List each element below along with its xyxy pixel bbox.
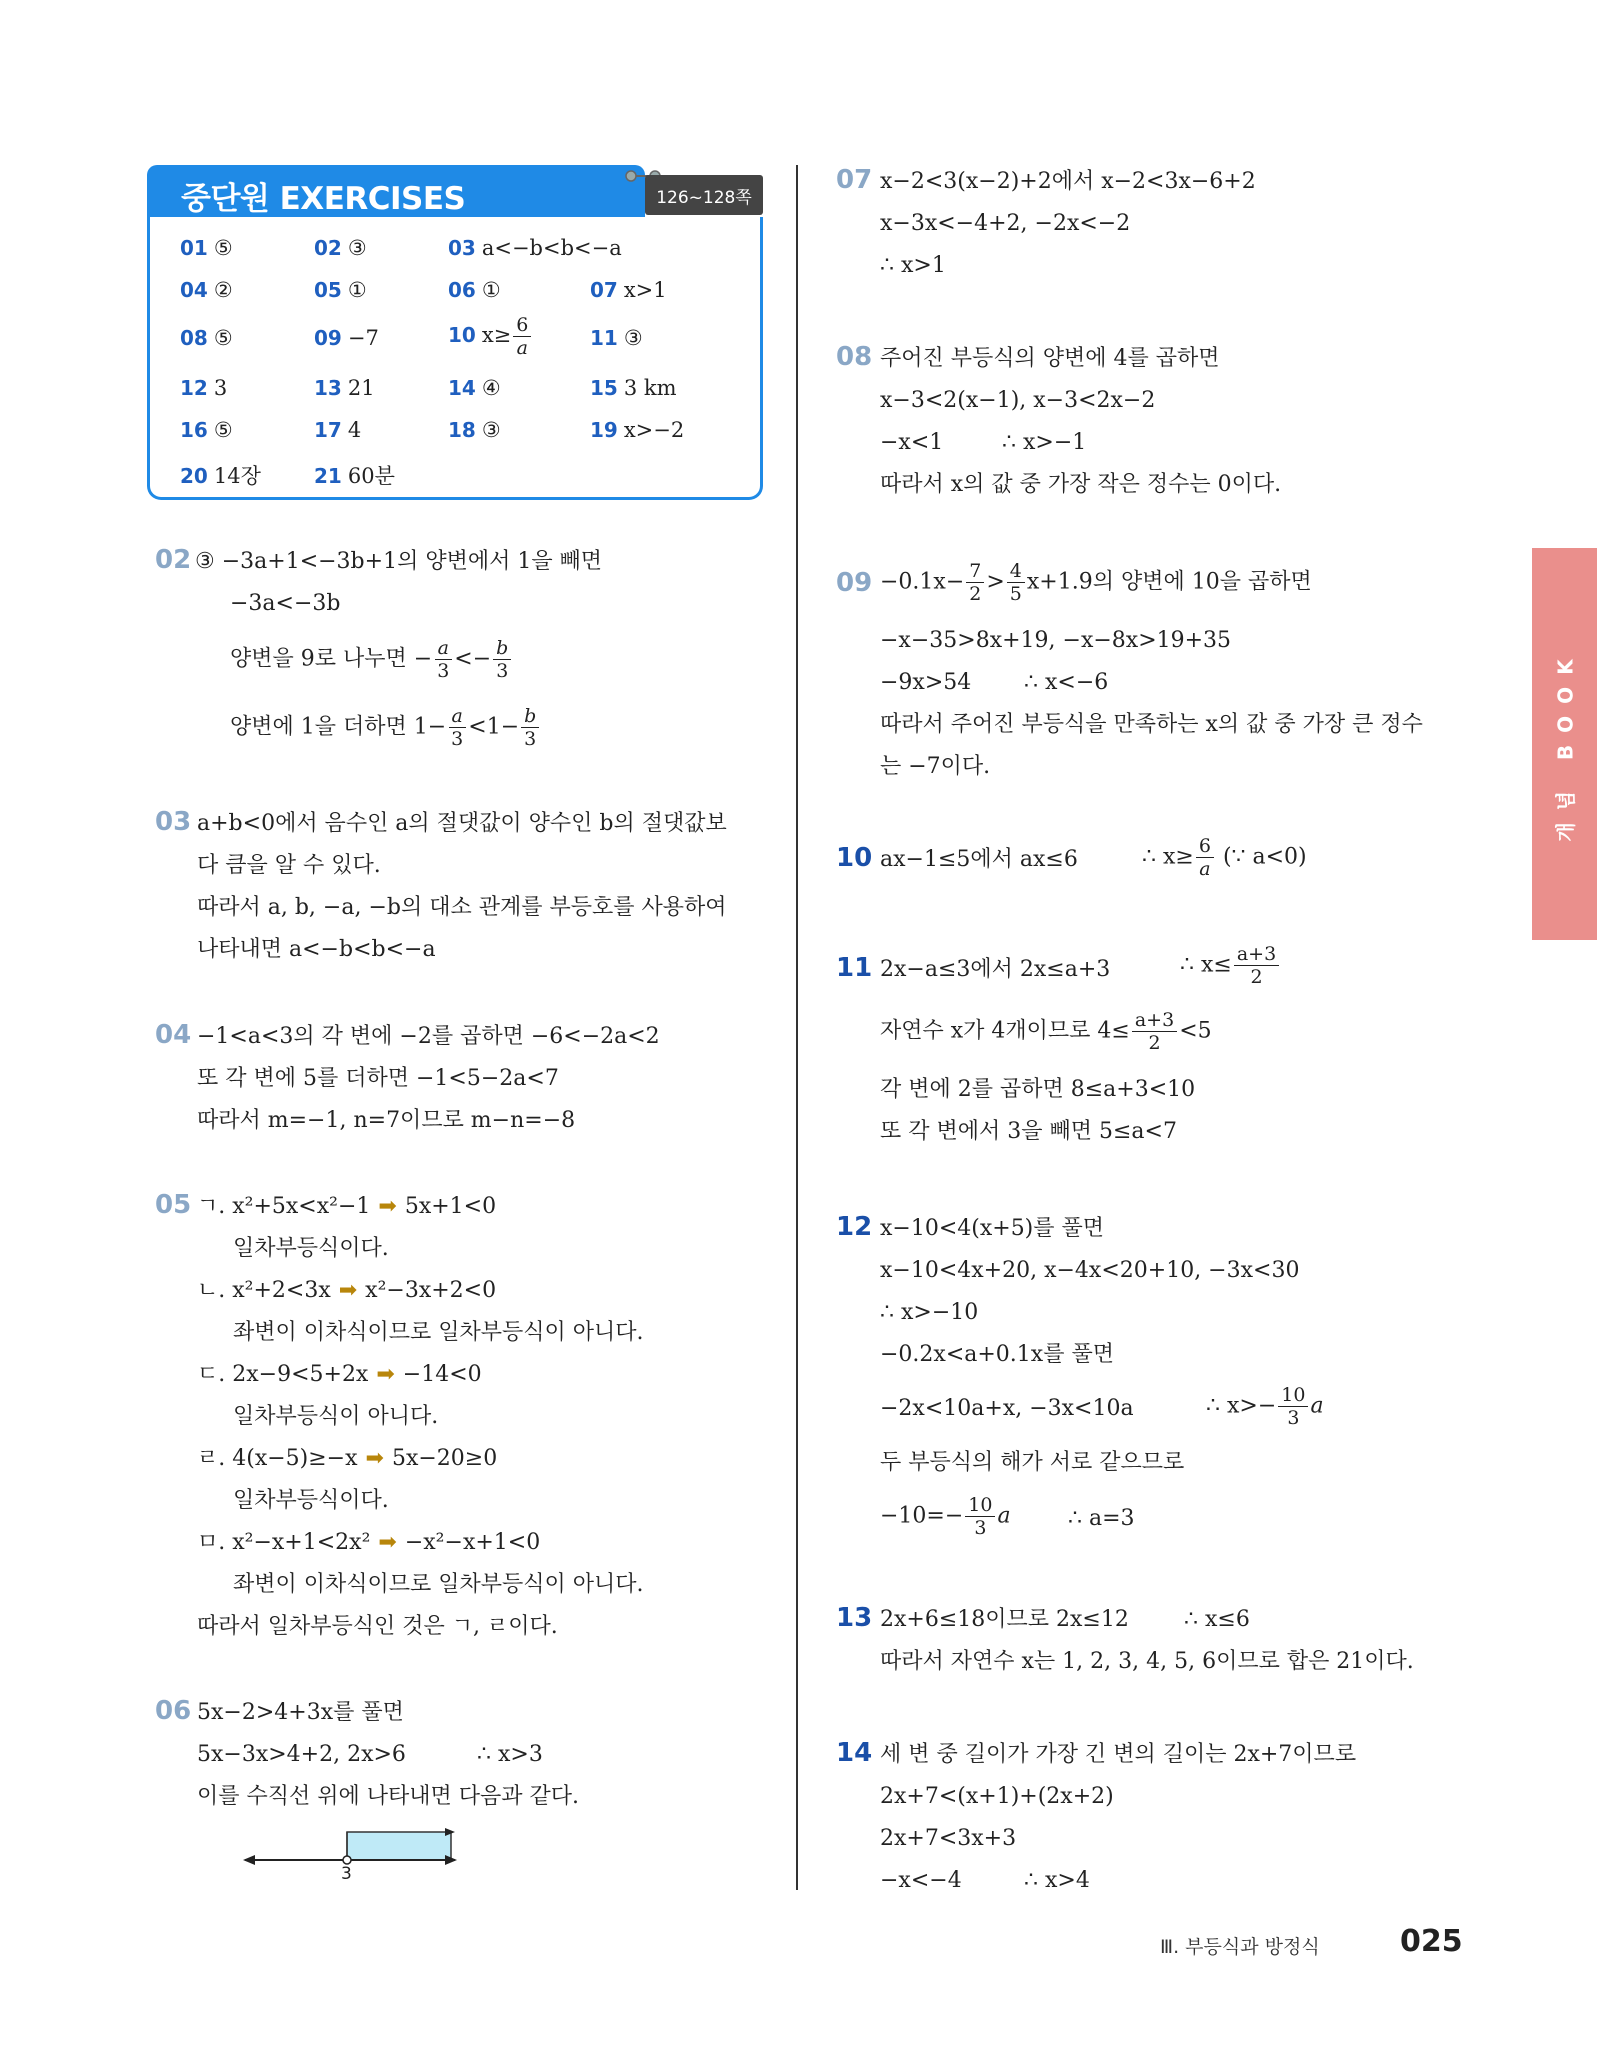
answer-number: 15 [590, 376, 618, 400]
text: −x²−x+1<0 [404, 1530, 541, 1555]
solution-line [1206, 1384, 1324, 1429]
solution-line: −1<a<3의 각 변에 −2를 곱하면 −6<−2a<2 [197, 1024, 660, 1049]
answer-number: 19 [590, 418, 618, 442]
solution-line: 따라서 x의 값 중 가장 작은 정수는 0이다. [880, 472, 1282, 497]
problem-number: 04 [155, 1020, 192, 1050]
numerator: b [493, 637, 511, 660]
text: > [986, 569, 1005, 595]
text: ∴ x≤ [1180, 952, 1232, 978]
answer-number: 01 [180, 236, 208, 260]
answer-number: 07 [590, 278, 618, 302]
text: a [997, 1503, 1011, 1529]
answer-item-12 [180, 376, 227, 400]
text: 자연수 x가 4개이므로 4≤ [880, 1018, 1130, 1044]
answer-value: 60분 [347, 464, 395, 488]
text: <− [454, 646, 492, 672]
answer-item-17 [314, 418, 361, 442]
solution-line: x−10<4x+20, x−4x<20+10, −3x<30 [880, 1258, 1300, 1283]
text: −14<0 [402, 1362, 482, 1387]
arrow-right-icon: ➡ [376, 1362, 395, 1387]
solution-line: 5x−3x>4+2, 2x>6 [197, 1742, 406, 1767]
text: 양변을 9로 나누면 − [230, 646, 433, 672]
denominator: 5 [1009, 583, 1022, 605]
solution-line: 따라서 주어진 부등식을 만족하는 x의 값 중 가장 큰 정수 [880, 712, 1423, 737]
answer-number: 02 [314, 236, 342, 260]
answer-box [147, 165, 763, 503]
solution-line: 각 변에 2를 곱하면 8≤a+3<10 [880, 1077, 1196, 1102]
answer-value: 4 [347, 418, 362, 442]
solution-line: x−2<3(x−2)+2에서 x−2<3x−6+2 [880, 169, 1256, 194]
answer-value: ② [213, 278, 233, 302]
numerator: a+3 [1234, 943, 1279, 966]
answer-value: 21 [347, 376, 375, 400]
answer-item-06 [448, 278, 501, 302]
problem-number: 06 [155, 1696, 192, 1726]
numerator: b [521, 705, 539, 728]
solution-line: 두 부등식의 해가 서로 같으므로 [880, 1450, 1185, 1475]
solution-line: a+b<0에서 음수인 a의 절댓값이 양수인 b의 절댓값보 [197, 811, 727, 836]
solution-line: 2x+6≤18이므로 2x≤12 [880, 1607, 1129, 1632]
fraction [434, 637, 452, 682]
answer-value: ⑤ [213, 418, 233, 442]
problem-number: 13 [836, 1603, 873, 1633]
solution-line [880, 560, 1312, 605]
number-line [243, 1828, 483, 1890]
problem-number: 07 [836, 165, 873, 195]
solution-line: ∴ x>3 [477, 1742, 543, 1767]
answer-number: 16 [180, 418, 208, 442]
denominator: 3 [451, 728, 464, 750]
solution-line: −x<−4 [880, 1868, 962, 1893]
solution-line [197, 1360, 482, 1390]
text: a [1310, 1393, 1324, 1419]
solution-line: x−10<4(x+5)를 풀면 [880, 1216, 1105, 1241]
answer-title-bar [147, 165, 645, 217]
solution-line: 일차부등식이다. [233, 1236, 389, 1261]
text: −0.1x− [880, 569, 965, 595]
solution-line: 2x−a≤3에서 2x≤a+3 [880, 957, 1111, 982]
number-line-tick-label: 3 [341, 1864, 352, 1884]
answer-value: ① [347, 278, 367, 302]
numerator: 10 [965, 1494, 995, 1517]
answer-title: 중단원 EXERCISES [181, 181, 466, 217]
numerator: 6 [1196, 835, 1214, 858]
side-tab-label-wrap [1532, 548, 1597, 940]
answer-number: 12 [180, 376, 208, 400]
problem-number: 08 [836, 342, 873, 372]
answer-number: 17 [314, 418, 342, 442]
solution-line: ax−1≤5에서 ax≤6 [880, 847, 1078, 872]
solution-line: −x<1 [880, 430, 944, 455]
answer-number: 04 [180, 278, 208, 302]
answer-item-10 [448, 314, 533, 359]
denominator: a [516, 337, 528, 359]
numerator: 6 [513, 314, 531, 337]
side-tab [1532, 548, 1597, 940]
solution-line: ∴ x<−6 [1024, 670, 1109, 695]
answer-item-05 [314, 278, 367, 302]
problem-number: 12 [836, 1212, 873, 1242]
numerator: 10 [1278, 1384, 1308, 1407]
solution-line: 세 변 중 길이가 가장 긴 변의 길이는 2x+7이므로 [880, 1742, 1357, 1767]
solution-line: ∴ x>−10 [880, 1300, 979, 1325]
answer-item-07 [590, 278, 667, 302]
denominator: 3 [974, 1517, 987, 1539]
solution-line: −2x<10a+x, −3x<10a [880, 1396, 1134, 1421]
answer-value: ③ [623, 326, 643, 350]
text: −10=− [880, 1503, 964, 1529]
answer-value: 3 km [623, 376, 677, 400]
solution-line [197, 1192, 496, 1222]
text: ㄷ. 2x−9<5+2x [197, 1362, 369, 1387]
solution-line [880, 1494, 1011, 1539]
solution-line: 나타내면 a<−b<b<−a [197, 937, 436, 962]
answer-item-14 [448, 376, 501, 400]
text: ∴ x≥ [1142, 844, 1194, 870]
answer-item-20 [180, 460, 261, 490]
arrow-right-icon: ➡ [338, 1278, 358, 1303]
solution-line: 2x+7<3x+3 [880, 1826, 1017, 1851]
answer-value: 14장 [213, 464, 261, 488]
answer-number: 20 [180, 464, 208, 488]
solution-line: 일차부등식이다. [233, 1488, 389, 1513]
solution-line: 주어진 부등식의 양변에 4를 곱하면 [880, 346, 1220, 371]
text: <5 [1179, 1018, 1212, 1044]
fraction [448, 705, 466, 750]
solution-line: ∴ a=3 [1068, 1506, 1135, 1531]
denominator: a [1199, 858, 1211, 880]
answer-number: 14 [448, 376, 476, 400]
answer-value: x>1 [623, 278, 667, 302]
numerator: a [435, 637, 452, 660]
answer-number: 13 [314, 376, 342, 400]
solution-line: 따라서 a, b, −a, −b의 대소 관계를 부등호를 사용하여 [197, 895, 727, 920]
denominator: 2 [1250, 966, 1263, 988]
solution-line: x−3<2(x−1), x−3<2x−2 [880, 388, 1156, 413]
solution-line: ∴ x>4 [1024, 1868, 1090, 1893]
problem-number: 14 [836, 1738, 873, 1768]
answer-number: 11 [590, 326, 618, 350]
answer-number: 05 [314, 278, 342, 302]
denominator: 3 [524, 728, 537, 750]
text: ㄱ. x²+5x<x²−1 [197, 1194, 371, 1219]
fraction [965, 1494, 995, 1539]
solution-line: 2x+7<(x+1)+(2x+2) [880, 1784, 1114, 1809]
answer-item-16 [180, 418, 233, 442]
problem-number: 10 [836, 843, 873, 873]
answer-value: ① [481, 278, 501, 302]
answer-value: ⑤ [213, 236, 233, 260]
solution-line: 는 −7이다. [880, 754, 991, 779]
solution-line: 따라서 일차부등식인 것은 ㄱ, ㄹ이다. [197, 1614, 558, 1639]
text: ∴ x>− [1206, 1393, 1277, 1419]
answer-number: 09 [314, 326, 342, 350]
solution-line: 다 큼을 알 수 있다. [197, 853, 381, 878]
solution-line: ∴ x>1 [880, 253, 946, 278]
solution-line: 또 각 변에 5를 더하면 −1<5−2a<7 [197, 1066, 559, 1091]
problem-number: 05 [155, 1190, 192, 1220]
text: ㄴ. x²+2<3x [197, 1278, 331, 1303]
solution-line: 또 각 변에서 3을 빼면 5≤a<7 [880, 1119, 1177, 1144]
solution-line: −9x>54 [880, 670, 972, 695]
page-range-tab: 126~128쪽 [645, 175, 763, 215]
denominator: 2 [969, 583, 982, 605]
text: ㄹ. 4(x−5)≥−x [197, 1446, 358, 1471]
numerator: 7 [966, 560, 984, 583]
solution-line [197, 1528, 540, 1558]
solution-line: 일차부등식이 아니다. [233, 1404, 439, 1429]
solution-line: −0.2x<a+0.1x를 풀면 [880, 1342, 1114, 1367]
solution-line: 좌변이 이차식이므로 일차부등식이 아니다. [233, 1320, 644, 1345]
fraction [1234, 943, 1279, 988]
arrow-right-icon: ➡ [365, 1446, 384, 1471]
solution-line [880, 1009, 1212, 1054]
solution-line: −x−35>8x+19, −x−8x>19+35 [880, 628, 1232, 653]
solution-line: 이를 수직선 위에 나타내면 다음과 같다. [197, 1784, 579, 1809]
solution-line [1180, 943, 1281, 988]
solution-line: 5x−2>4+3x를 풀면 [197, 1700, 404, 1725]
answer-value: x>−2 [623, 418, 685, 442]
answer-value: ⑤ [213, 326, 233, 350]
footer-section-title: Ⅲ. 부등식과 방정식 [1160, 1936, 1320, 1958]
fraction [966, 560, 984, 605]
solution-line [197, 1276, 496, 1306]
numerator: a+3 [1132, 1009, 1177, 1032]
solution-line: 좌변이 이차식이므로 일차부등식이 아니다. [233, 1572, 644, 1597]
solution-line: ∴ x>−1 [1002, 430, 1087, 455]
answer-value: x≥ [481, 323, 512, 347]
numerator: 4 [1007, 560, 1025, 583]
fraction [493, 637, 511, 682]
answer-number: 08 [180, 326, 208, 350]
answer-item-11 [590, 326, 643, 350]
problem-number: 09 [836, 568, 873, 598]
answer-item-18 [448, 418, 501, 442]
text: 양변에 1을 더하면 1− [230, 714, 447, 740]
denominator: 3 [496, 660, 509, 682]
text: 5x+1<0 [404, 1194, 497, 1219]
answer-item-09 [314, 326, 379, 350]
answer-number: 21 [314, 464, 342, 488]
answer-item-19 [590, 418, 684, 442]
denominator: 2 [1148, 1032, 1161, 1054]
answer-number: 06 [448, 278, 476, 302]
solution-line [197, 1444, 497, 1474]
fraction [1007, 560, 1025, 605]
solution-line: ③ −3a+1<−3b+1의 양변에서 1을 빼면 [195, 549, 603, 574]
fraction [1278, 1384, 1308, 1429]
answer-item-15 [590, 376, 677, 400]
answer-value: ③ [481, 418, 501, 442]
answer-item-03 [448, 236, 622, 260]
solution-line: x−3x<−4+2, −2x<−2 [880, 211, 1131, 236]
solution-line: −3a<−3b [230, 591, 341, 616]
numerator: a [449, 705, 466, 728]
answer-value: a<−b<b<−a [481, 236, 622, 260]
fraction [513, 314, 531, 359]
text: 5x−20≥0 [391, 1446, 498, 1471]
problem-number: 02 [155, 545, 192, 575]
answer-number: 10 [448, 323, 476, 347]
answer-item-13 [314, 376, 375, 400]
answer-value: ④ [481, 376, 501, 400]
text: (∵ a<0) [1222, 844, 1307, 870]
fraction [1196, 835, 1214, 880]
denominator: 3 [1287, 1407, 1300, 1429]
solution-line [230, 705, 541, 750]
problem-number: 11 [836, 953, 873, 983]
answer-item-04 [180, 278, 233, 302]
arrow-right-icon: ➡ [378, 1530, 397, 1555]
solution-line: 따라서 자연수 x는 1, 2, 3, 4, 5, 6이므로 합은 21이다. [880, 1649, 1414, 1674]
problem-number: 03 [155, 807, 192, 837]
answer-item-21 [314, 460, 395, 490]
text: <1− [468, 714, 520, 740]
text: x+1.9의 양변에 10을 곱하면 [1026, 569, 1312, 595]
answer-item-02 [314, 236, 367, 260]
arrow-right-icon: ➡ [378, 1194, 397, 1219]
answer-value: ③ [347, 236, 367, 260]
solution-line: ∴ x≤6 [1184, 1607, 1250, 1632]
answer-item-08 [180, 326, 233, 350]
solution-line [1142, 835, 1307, 880]
answer-value: 3 [213, 376, 228, 400]
solution-line: 따라서 m=−1, n=7이므로 m−n=−8 [197, 1108, 576, 1133]
answer-item-01 [180, 236, 233, 260]
solution-line [230, 637, 513, 682]
column-divider [796, 165, 798, 1890]
answer-number: 18 [448, 418, 476, 442]
page-number: 025 [1400, 1924, 1463, 1959]
side-tab-label: 개념 BOOK [1554, 646, 1579, 842]
answer-value: −7 [347, 326, 379, 350]
answer-number: 03 [448, 236, 476, 260]
text: ㅁ. x²−x+1<2x² [197, 1530, 371, 1555]
fraction [521, 705, 539, 750]
fraction [1132, 1009, 1177, 1054]
text: x²−3x+2<0 [365, 1278, 497, 1303]
denominator: 3 [437, 660, 450, 682]
